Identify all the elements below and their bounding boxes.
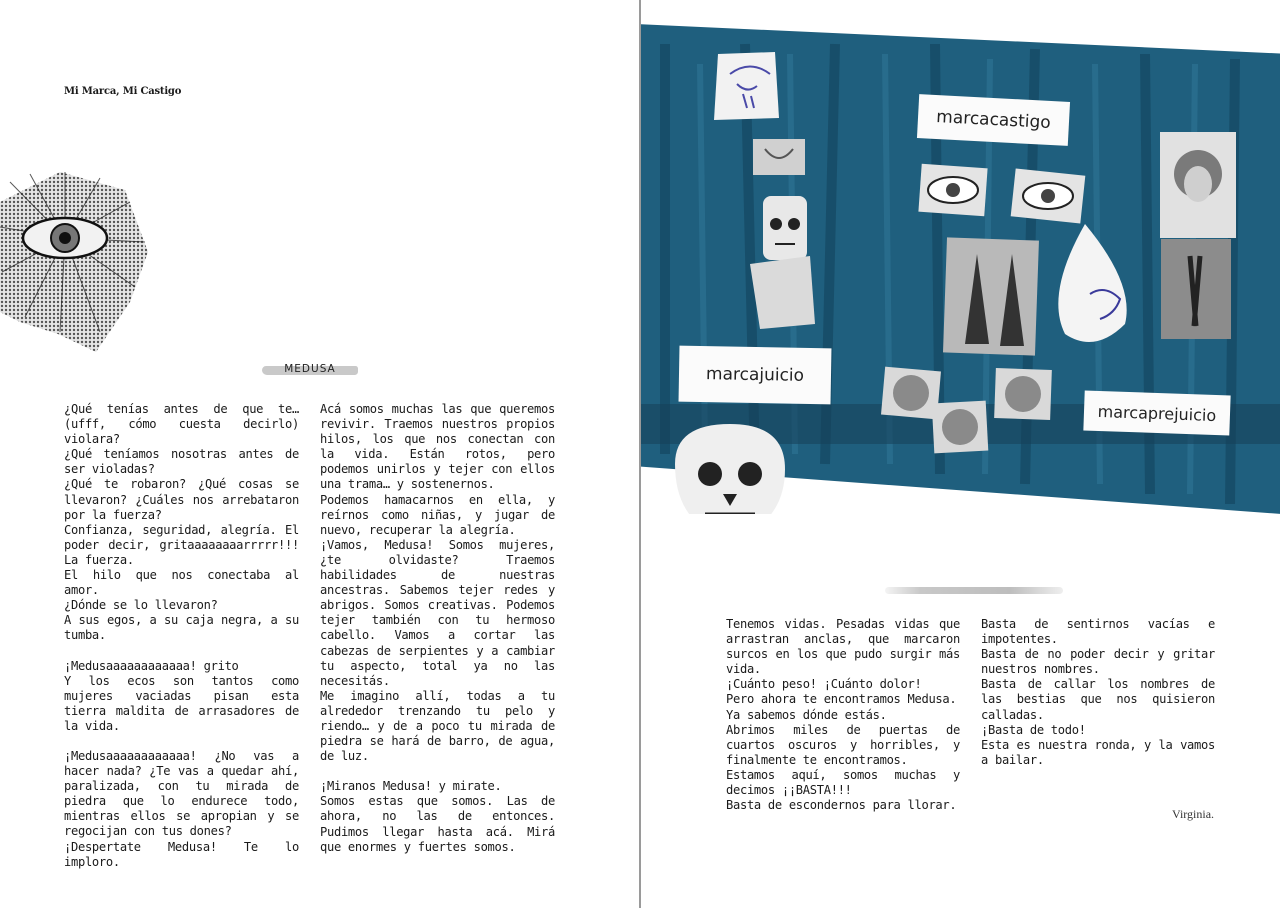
label-marcajuicio: marcajuicio [679,346,832,405]
paragraph: Pero ahora te encontramos Medusa. [726,692,957,707]
paragraph: ¿Dónde se lo llevaron? [64,598,218,613]
right-column-2 [981,617,1215,768]
left-column-2 [320,402,555,855]
paragraph: Podemos hamacarnos en ella, y reírnos como niñas, y jugar de nuevo, recuperar la alegría. [320,492,555,537]
paragraph [320,764,555,779]
paragraph: Y los ecos son tantos como mujeres vaciadas pisan esta tierra maldita de arrasadores de la vida. [64,673,299,733]
paragraph: Basta de sentirnos vacías e impotentes. [981,617,1215,647]
paragraph: Tenemos vidas. Pesadas vidas que arrastran anclas, que marcaron surcos en los que pudo surgir más vida. [726,617,960,677]
paragraph: Me imagino allí, todas a tu alrededor trenzando tu pelo y riendo… y de a poco tu mirada de piedra se hará de barro, de agua, de luz. [320,688,555,764]
paragraph: Basta de escondernos para llorar. [726,798,957,813]
right-page [641,0,1280,908]
paragraph: ¡Medusaaaaaaaaaaaa! ¿No vas a hacer nada? ¿Te vas a quedar ahí, paralizada, con tu mirada de piedra que lo endurece todo, mientras ellos se apropian y se regocijan con tus dones? [64,748,299,839]
paragraph: ¡Medusaaaaaaaaaaaa! grito [64,658,239,673]
paragraph: El hilo que nos conectaba al amor. [64,568,299,598]
paragraph [64,644,299,659]
label-marcaprejuicio: marcaprejuicio [1083,390,1230,435]
paragraph: Somos estas que somos. Las de ahora, no las de entonces. Pudimos llegar hasta acá. Mirá que enormes y fuertes somos. [320,794,555,854]
paragraph: Estamos aquí, somos muchas y decimos ¡¡BASTA!!! [726,767,960,798]
running-head: Mi Marca, Mi Castigo [64,86,182,97]
paragraph: ¡Cuánto peso! ¡Cuánto dolor! [726,677,922,692]
left-column-1 [64,402,299,870]
paragraph: ¿Qué tenías antes de que te… (ufff, cómo cuesta decirlo) violara? [64,402,299,447]
paragraph: Abrimos miles de puertas de cuartos oscuros y horribles, y finalmente te encontramos. [726,722,960,767]
paragraph: ¡Despertate Medusa! Te lo imploro. [64,839,299,869]
paragraph: Confianza, seguridad, alegría. El poder decir, gritaaaaaaaarrrrr!!! La fuerza. [64,522,299,567]
paragraph: ¿Qué te robaron? ¿Qué cosas se llevaron? ¿Cuáles nos arrebataron por la fuerza? [64,477,299,522]
paragraph: ¡Vamos, Medusa! Somos mujeres, ¿te olvidaste? Traemos habilidades de nuestras ancestras. Sabemos tejer redes y abrigos. Somos creativas. Podemos tejer también con tu hermoso cabello. Vamos a cortar las cabezas de serpientes y a cambiar tu aspecto, total ya no las necesitás. [320,537,555,688]
paragraph: Esta es nuestra ronda, y la vamos a bailar. [981,737,1215,767]
author-signature: Virginia. [1172,807,1215,821]
paragraph: ¡Basta de todo! [981,722,1086,737]
eye-illustration [0,172,148,352]
paragraph: A sus egos, a su caja negra, a su tumba. [64,613,299,643]
decorative-brush-stroke [885,587,1063,594]
paragraph: ¿Qué teníamos nosotras antes de ser violadas? [64,447,299,477]
label-marcacastigo: marcacastigo [917,94,1070,146]
paragraph: Acá somos muchas las que queremos revivir. Traemos nuestros propios hilos, los que nos conectan con la vida. Están rotos, pero podemos unirlos y tejer con ellos una trama… y sostenernos. [320,402,555,492]
paragraph [64,734,299,749]
paragraph: Ya sabemos dónde estás. [726,707,887,722]
paragraph: Basta de callar los nombres de las bestias que nos quisieron calladas. [981,677,1215,722]
section-title: MEDUSA [284,363,336,375]
right-column-1 [726,617,960,813]
section-heading [262,362,358,378]
paragraph: Basta de no poder decir y gritar nuestros nombres. [981,647,1215,677]
paragraph: ¡Miranos Medusa! y mirate. [320,779,502,794]
